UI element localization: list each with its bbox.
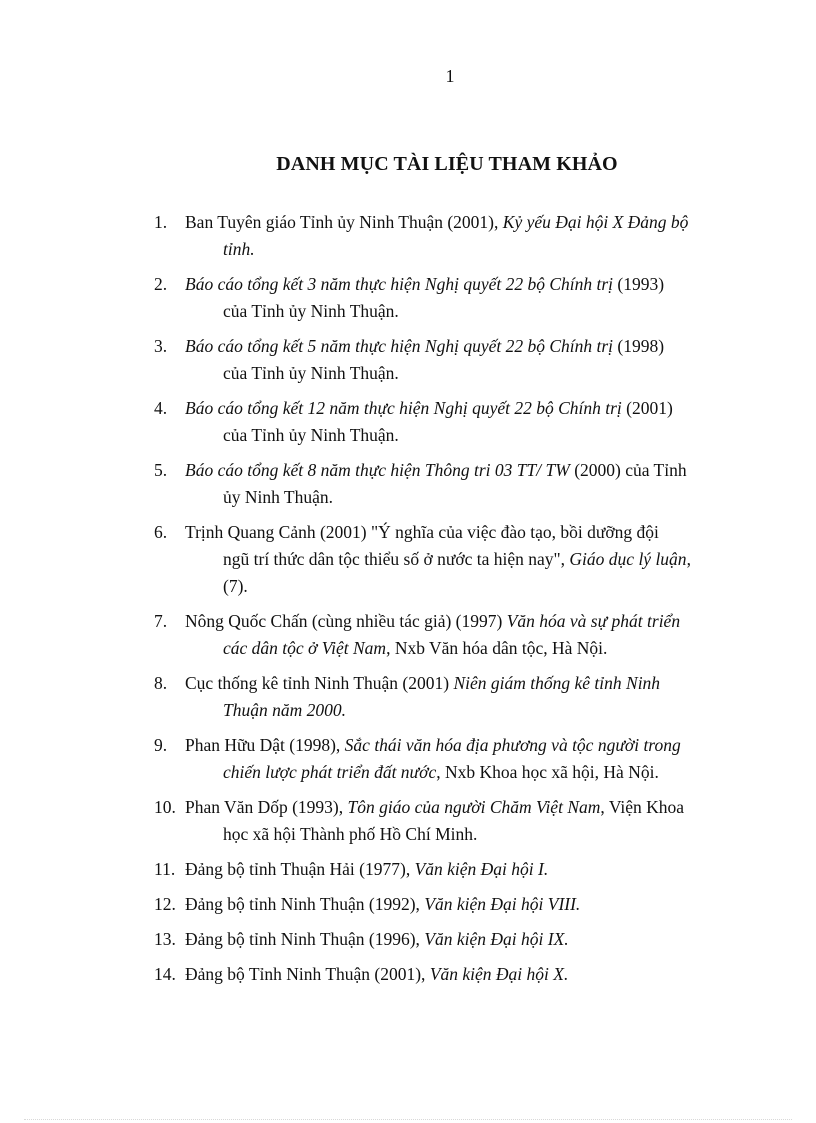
reference-item	[154, 856, 738, 883]
reference-text: Đảng bộ tỉnh Ninh Thuận (1992),	[185, 894, 425, 914]
reference-line	[185, 635, 738, 662]
reference-line	[185, 519, 738, 546]
reference-item	[154, 608, 738, 662]
reference-item	[154, 395, 738, 449]
reference-item	[154, 794, 738, 848]
reference-item	[154, 961, 738, 988]
reference-number: 11.	[154, 859, 176, 879]
reference-title-text: Thuận năm 2000.	[223, 700, 346, 720]
reference-text: Phan Văn Dốp (1993),	[185, 797, 348, 817]
reference-line	[185, 821, 738, 848]
reference-text: (7).	[223, 576, 248, 596]
page-number: 1	[445, 66, 455, 86]
reference-item	[154, 209, 738, 263]
reference-item	[154, 333, 738, 387]
reference-number: 4.	[154, 398, 168, 418]
reference-line	[185, 759, 738, 786]
reference-line	[185, 926, 738, 953]
reference-list	[154, 209, 738, 996]
reference-title-text: Báo cáo tổng kết 3 năm thực hiện Nghị quyết 22 bộ Chính trị	[185, 274, 614, 294]
reference-text: của Tỉnh ủy Ninh Thuận.	[223, 363, 399, 383]
reference-text: , Nxb Văn hóa dân tộc, Hà Nội.	[386, 638, 608, 658]
reference-line	[185, 360, 738, 387]
reference-item	[154, 732, 738, 786]
reference-title-text: Báo cáo tổng kết 5 năm thực hiện Nghị quyết 22 bộ Chính trị	[185, 336, 614, 356]
reference-line	[185, 236, 738, 263]
reference-text: Đảng bộ tỉnh Thuận Hải (1977),	[185, 859, 415, 879]
reference-line	[185, 891, 738, 918]
reference-text: (2001)	[621, 398, 673, 418]
reference-text: của Tỉnh ủy Ninh Thuận.	[223, 425, 399, 445]
reference-number: 10.	[154, 797, 176, 817]
reference-line	[185, 298, 738, 325]
reference-item	[154, 271, 738, 325]
reference-line	[185, 732, 738, 759]
page-bottom-divider	[24, 1119, 792, 1120]
reference-title-text: Báo cáo tổng kết 8 năm thực hiện Thông tri 03 TT/ TW	[185, 460, 570, 480]
reference-line	[185, 697, 738, 724]
reference-title-text: Sắc thái văn hóa địa phương và tộc người trong	[344, 735, 681, 755]
reference-title-text: Giáo dục lý luận	[569, 549, 687, 569]
reference-text: Nông Quốc Chấn (cùng nhiều tác giả) (1997)	[185, 611, 507, 631]
reference-title-text: Văn kiện Đại hội VIII.	[424, 894, 581, 914]
reference-text: ngũ trí thức dân tộc thiểu số ở nước ta hiện nay",	[223, 549, 570, 569]
reference-line	[185, 546, 738, 573]
reference-text: Đảng bộ tỉnh Ninh Thuận (1996),	[185, 929, 425, 949]
reference-text: ủy Ninh Thuận.	[223, 487, 334, 507]
reference-number: 13.	[154, 929, 176, 949]
reference-line	[185, 794, 738, 821]
reference-line	[185, 395, 738, 422]
reference-number: 1.	[154, 212, 168, 232]
reference-title-text: Văn kiện Đại hội I.	[414, 859, 549, 879]
reference-title-text: Văn kiện Đại hội X.	[429, 964, 569, 984]
reference-item	[154, 670, 738, 724]
reference-title-text: các dân tộc ở Việt Nam	[223, 638, 387, 658]
reference-number: 8.	[154, 673, 168, 693]
reference-number: 3.	[154, 336, 168, 356]
reference-number: 14.	[154, 964, 176, 984]
reference-text: Phan Hữu Dật (1998),	[185, 735, 345, 755]
reference-number: 5.	[154, 460, 168, 480]
reference-line	[185, 856, 738, 883]
reference-text: , Viện Khoa	[600, 797, 685, 817]
reference-text: Trịnh Quang Cảnh (2001) "Ý nghĩa của việc đào tạo, bồi dưỡng đội	[185, 522, 659, 542]
reference-text: Đảng bộ Tỉnh Ninh Thuận (2001),	[185, 964, 430, 984]
reference-line	[185, 209, 738, 236]
reference-text: của Tỉnh ủy Ninh Thuận.	[223, 301, 399, 321]
reference-title-text: Tôn giáo của người Chăm Việt Nam	[347, 797, 601, 817]
reference-number: 2.	[154, 274, 168, 294]
reference-text: (1998)	[613, 336, 665, 356]
reference-text: Ban Tuyên giáo Tỉnh ủy Ninh Thuận (2001),	[185, 212, 503, 232]
reference-text: học xã hội Thành phố Hồ Chí Minh.	[223, 824, 478, 844]
reference-text: Cục thống kê tỉnh Ninh Thuận (2001)	[185, 673, 454, 693]
reference-number: 7.	[154, 611, 168, 631]
reference-item	[154, 457, 738, 511]
reference-number: 9.	[154, 735, 168, 755]
reference-text: ,	[686, 549, 691, 569]
reference-title-text: Báo cáo tổng kết 12 năm thực hiện Nghị quyết 22 bộ Chính trị	[185, 398, 622, 418]
reference-item	[154, 891, 738, 918]
reference-title-text: chiến lược phát triển đất nước	[223, 762, 437, 782]
reference-title-text: Văn hóa và sự phát triển	[506, 611, 681, 631]
reference-line	[185, 961, 738, 988]
reference-item	[154, 519, 738, 600]
reference-title-text: tỉnh.	[223, 239, 255, 259]
reference-title-text: Văn kiện Đại hội IX.	[424, 929, 569, 949]
reference-line	[185, 457, 738, 484]
reference-line	[185, 573, 738, 600]
reference-item	[154, 926, 738, 953]
reference-line	[185, 271, 738, 298]
reference-text: (1993)	[613, 274, 665, 294]
reference-line	[185, 333, 738, 360]
reference-text: , Nxb Khoa học xã hội, Hà Nội.	[436, 762, 659, 782]
reference-text: (2000) của Tỉnh	[569, 460, 687, 480]
reference-title-text: Niên giám thống kê tỉnh Ninh	[453, 673, 661, 693]
page-title: DANH MỤC TÀI LIỆU THAM KHẢO	[276, 153, 618, 176]
reference-line	[185, 670, 738, 697]
reference-title-text: Kỷ yếu Đại hội X Đảng bộ	[502, 212, 689, 232]
reference-line	[185, 422, 738, 449]
reference-number: 12.	[154, 894, 176, 914]
reference-line	[185, 484, 738, 511]
reference-line	[185, 608, 738, 635]
reference-number: 6.	[154, 522, 168, 542]
